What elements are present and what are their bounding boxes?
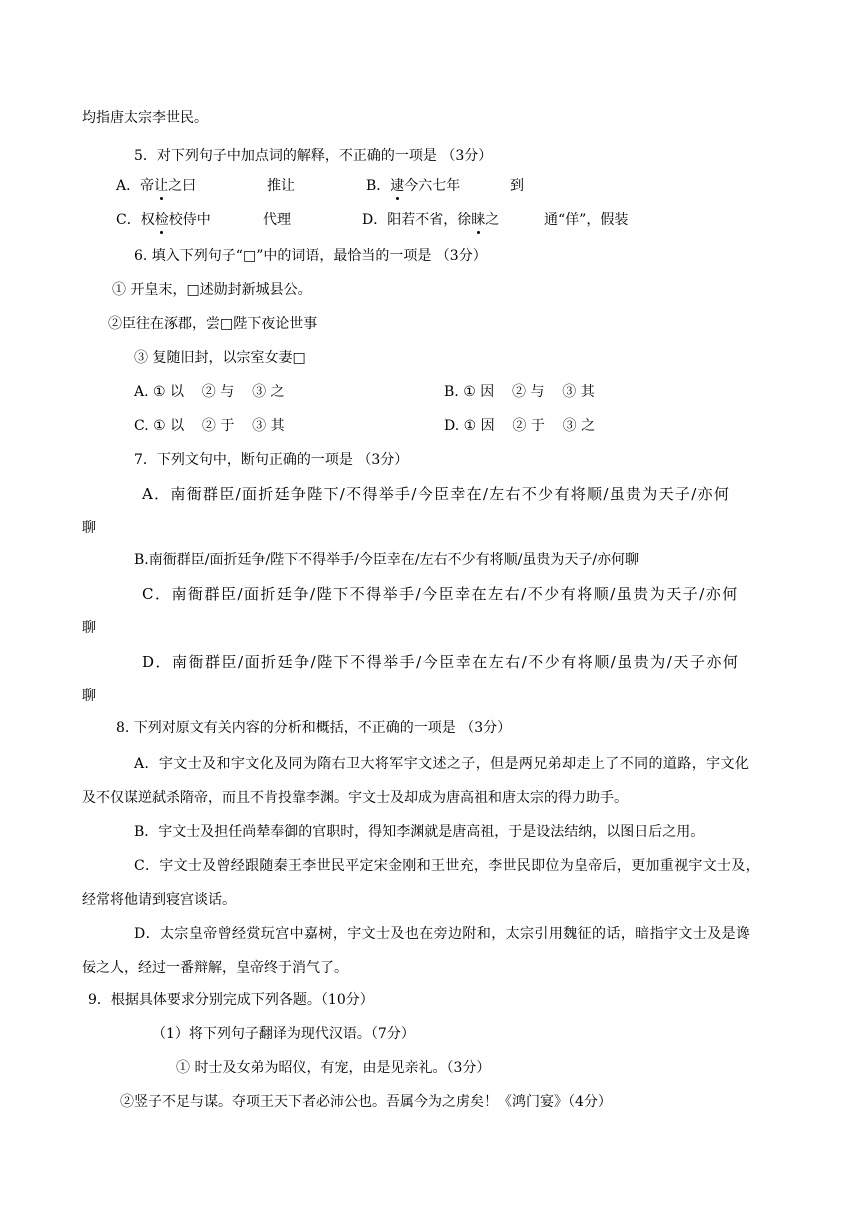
text-line: 均指唐太宗李世民。 (82, 110, 208, 126)
q8-option-c: C．宇文士及曾经跟随秦王李世民平定宋金刚和王世充，李世民即位为皇帝后，更加重视宇文士及， (134, 858, 760, 874)
q7-option-a-cont: 聊 (82, 520, 96, 536)
q9-sentence-1: ① 时士及女弟为昭仪，有宠，由是见亲礼。（3分） (176, 1060, 491, 1076)
q7-option-d: D．南衙群臣/面折廷争/陛下不得举手/今臣幸在左右/不少有将顺/虽贵为/天子亦何 (142, 653, 740, 671)
q6-option-b: B. ① 因 ② 与 ③ 其 (444, 384, 595, 400)
q5-option-d: D．阳若不省，徐睐之 (362, 212, 500, 228)
q5-option-b-answer: 到 (510, 178, 524, 194)
q9-part-1: （1）将下列句子翻译为现代汉语。（7分） (152, 1026, 415, 1042)
dotted-char: 睐 (471, 212, 486, 228)
q5-option-b: B．逮今六七年 (366, 178, 461, 194)
q9-sentence-2: ②竖子不足与谋。夺项王天下者必沛公也。吾属今为之虏矣！《鸿门宴》（4分） (120, 1094, 612, 1110)
q7-option-d-cont: 聊 (82, 688, 96, 704)
q6-option-d: D. ① 因 ② 于 ③ 之 (444, 418, 596, 434)
question-6: 6. 填入下列句子“□”中的词语，最恰当的一项是 （3分） (134, 248, 487, 264)
dotted-char: 逮 (390, 178, 405, 194)
q7-option-c-cont: 聊 (82, 620, 96, 636)
q6-sentence-3: ③ 复随旧封，以宗室女妻□ (134, 350, 306, 366)
q5-option-d-answer: 通“佯”，假装 (544, 212, 629, 228)
question-7: 7．下列文句中，断句正确的一项是 （3分） (134, 452, 409, 468)
q8-option-d: D．太宗皇帝曾经赏玩宫中嘉树，宇文士及也在旁边附和，太宗引用魏征的话，暗指宇文士及是谗 (134, 926, 751, 942)
dotted-char: 让 (154, 178, 169, 194)
question-8: 8. 下列对原文有关内容的分析和概括，不正确的一项是 （3分） (116, 720, 512, 736)
q5-option-a: A．帝让之曰 (116, 178, 197, 194)
q6-sentence-2: ②臣往在涿郡，尝□陛下夜论世事 (108, 316, 318, 332)
q6-option-a: A. ① 以 ② 与 ③ 之 (134, 384, 285, 400)
q6-sentence-1: ① 开皇末，□述勋封新城县公。 (112, 282, 312, 298)
q8-option-a: A．宇文士及和宇文化及同为隋右卫大将军宇文述之子，但是两兄弟却走上了不同的道路，宇文化 (134, 756, 750, 772)
q7-option-b: B.南衙群臣/面折廷争/陛下不得举手/今臣幸在/左右不少有将顺/虽贵为天子/亦何聊 (134, 552, 640, 568)
question-9: 9．根据具体要求分别完成下列各题。（10分） (88, 992, 374, 1008)
q8-option-c-cont: 经常将他请到寝宫谈话。 (82, 892, 236, 908)
q6-option-c: C. ① 以 ② 于 ③ 其 (134, 418, 285, 434)
q7-option-c: C．南衙群臣/面折廷争/陛下不得举手/今臣幸在左右/不少有将顺/虽贵为天子/亦何 (142, 585, 739, 603)
dotted-char: 检 (154, 212, 169, 228)
q7-option-a: A．南衙群臣/面折廷争陛下/不得举手/今臣幸在/左右不少有将顺/虽贵为天子/亦何 (142, 485, 731, 503)
q5-option-a-answer: 推让 (267, 178, 295, 194)
q8-option-b: B．宇文士及担任尚辇奉御的官职时，得知李渊就是唐高祖，于是设法结纳，以图日后之用。 (134, 824, 705, 840)
q5-option-c-answer: 代理 (263, 212, 291, 228)
q8-option-d-cont: 佞之人，经过一番辩解，皇帝终于消气了。 (82, 960, 348, 976)
q8-option-a-cont: 及不仅谋逆弑杀隋帝，而且不肯投靠李渊。宇文士及却成为唐高祖和唐太宗的得力助手。 (82, 790, 628, 806)
q5-option-c: C．权检校侍中 (116, 212, 211, 228)
question-5: 5．对下列句子中加点词的解释，不正确的一项是 （3分） (134, 148, 493, 164)
